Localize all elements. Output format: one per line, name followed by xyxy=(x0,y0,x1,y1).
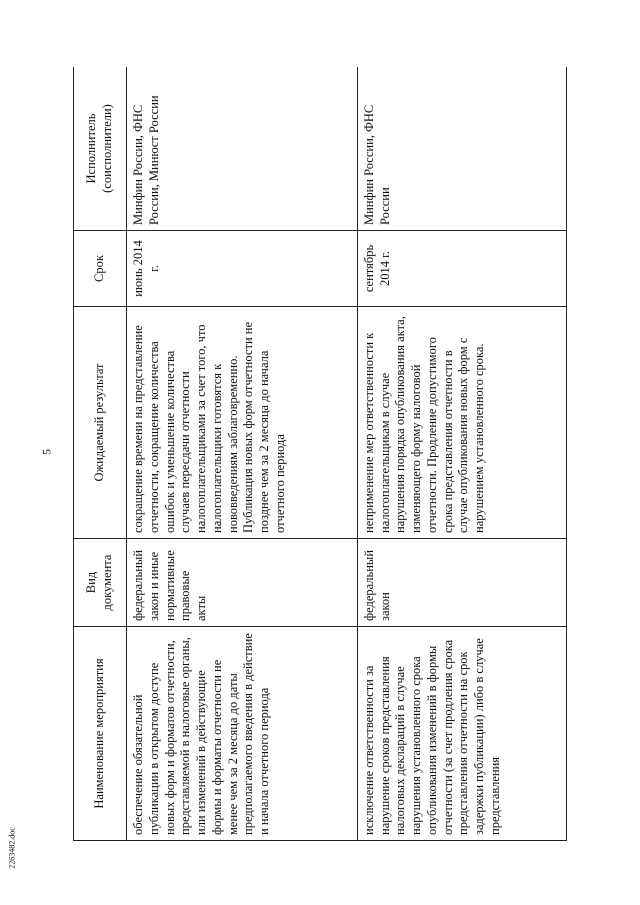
cell-doc-type: федеральный закон и иные нормативные правовые акты xyxy=(127,539,358,627)
document-file-id: 2263482.doc xyxy=(7,827,17,869)
header-term: Срок xyxy=(74,231,127,307)
header-result: Ожидаемый результат xyxy=(74,307,127,539)
cell-result: сокращение времени на представление отчетности, сокращение количества ошибок и уменьшение количества случаев пересдачи отчетности налогоплательщиками за счет того, что налогоплательщики готовятся к нововведениям заблаговременно. Публикация новых форм отчетности не позднее чем за 2 месяца до начала отчетного периода xyxy=(127,307,358,539)
cell-term: сентябрь 2014 г. xyxy=(357,231,566,307)
table-header-row xyxy=(74,67,127,841)
cell-term: июнь 2014 г. xyxy=(127,231,358,307)
cell-result: неприменение мер ответственности к налогоплательщикам в случае нарушения порядка опубликования акта, изменяющего форму налоговой отчетности. Продление допустимого срока представления отчетности в случае опубликования новых форм с нарушением установленного срока. xyxy=(357,307,566,539)
cell-doc-type: федеральный закон xyxy=(357,539,566,627)
table-container xyxy=(73,67,567,841)
rotated-table-frame xyxy=(73,67,567,841)
page-number: 5 xyxy=(39,449,54,455)
table-row xyxy=(127,67,358,841)
cell-name: обеспечение обязательной публикации в открытом доступе новых форм и форматов отчетности, представляемой в налоговые органы, или изменений в действующие формы и форматы отчетности не менее чем за 2 месяца до даты предполагаемого введения в действие и начала отчетного периода xyxy=(127,627,358,841)
cell-executor: Минфин России, ФНС России, Минюст России xyxy=(127,67,358,231)
header-name: Наименование мероприятия xyxy=(74,627,127,841)
header-executor: Исполнитель (соисполнители) xyxy=(74,67,127,231)
measures-table xyxy=(73,67,567,841)
cell-executor: Минфин России, ФНС России xyxy=(357,67,566,231)
cell-name: исключение ответственности за нарушение сроков представления налоговых деклараций в случае нарушения установленного срока опубликования изменений в формы отчетности (за счет продления срока представления отчетности на срок задержки публикации) либо в случае представления xyxy=(357,627,566,841)
table-row xyxy=(357,67,566,841)
header-doc-type: Вид документа xyxy=(74,539,127,627)
